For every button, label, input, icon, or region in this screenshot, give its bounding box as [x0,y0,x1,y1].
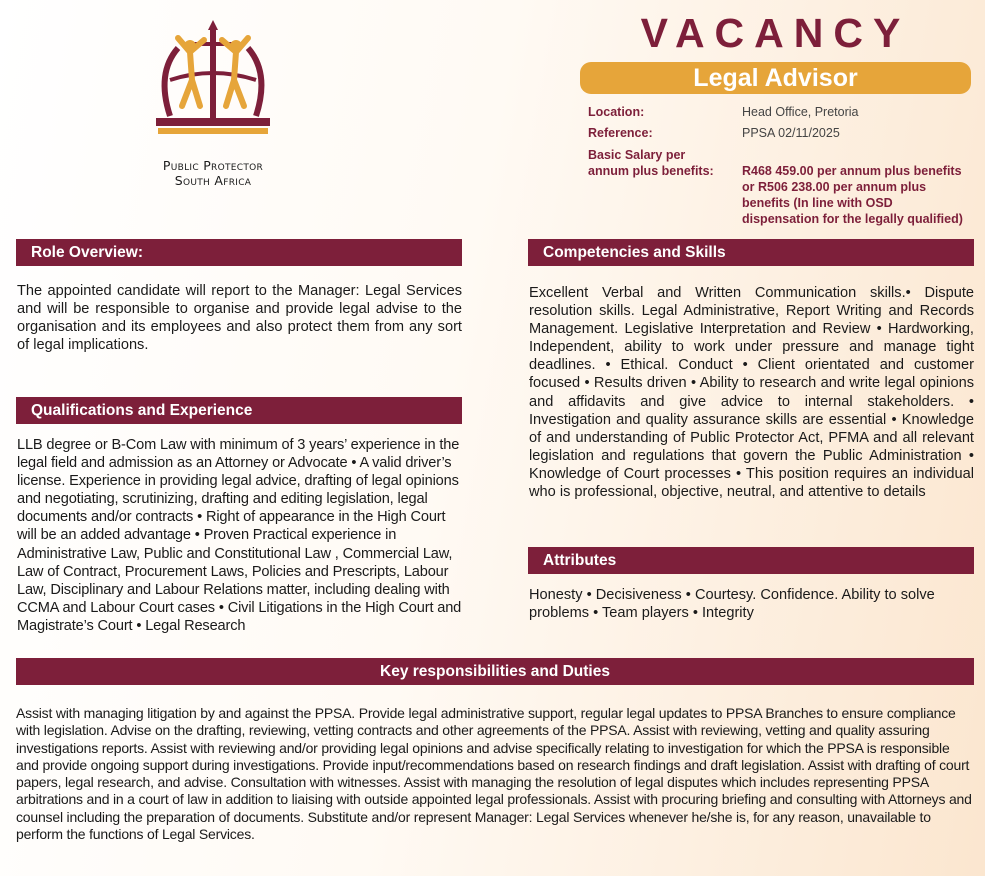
role-overview-heading: Role Overview: [16,239,462,266]
location-label: Location: [588,105,645,119]
responsibilities-heading: Key responsibilities and Duties [16,658,974,685]
attributes-heading: Attributes [528,547,974,574]
scales-of-justice-emblem-icon [148,18,278,140]
role-overview-text: The appointed candidate will report to the Manager: Legal Services and will be responsible to organise and provide legal advise to the organisation and its employees and also protect them from any sort of legal implications. [17,283,462,354]
responsibilities-text: Assist with managing litigation by and against the PPSA. Provide legal administrative support, regular legal updates to PPSA Branches to ensure compliance with legislation. Advise on the drafting, reviewing, vetting contracts and other agreements of the PPSA. Assist with reviewing, vetting and quality assuring investigations reports. Assist with reviewing and/or providing legal opinions and advise specifically relating to investigation for which the PPSA is responsible and provide ongoing support during investigations. Provide input/recommendations based on research findings and draft legislation. Assist with drafting of court papers, legal research, and advise. Consultation with witnesses. Assist with managing the resolution of legal disputes which includes representing PPSA arbitrations and in a court of law in addition to liaising with outside appointed legal professionals. Assist with procuring briefing and consulting with Attorneys and counsel including the preparation of documents. Substitute and/or represent Manager: Legal Services whenever he/she is, for any reason, unavailable to perform the functions of Legal Services. [16,705,972,843]
qualifications-text: LLB degree or B-Com Law with minimum of 3 years’ experience in the legal field and admission as an Attorney or Advocate • A valid driver’s license. Experience in providing legal advice, drafting of legal opinions and negotiating, scrutinizing, drafting and editing legislation, legal documents and/or contracts • Right of appearance in the High Court will be an added advantage • Proven Practical experience in Administrative Law, Public and Constitutional Law , Commercial Law, Law of Contract, Procurement Laws, Policies and Prescripts, Labour Law, Disciplinary and Labour Relations matter, including dealing with CCMA and Labour Court cases • Civil Litigations in the High Court and Magistrate’s Court • Legal Research [17,437,462,634]
position-title-banner: Legal Advisor [580,62,971,94]
reference-label: Reference: [588,126,653,140]
attributes-text: Honesty • Decisiveness • Courtesy. Confidence. Ability to solve problems • Team players • Integrity [529,587,935,622]
salary-value-line2: or R506 238.00 per annum plus [742,180,927,194]
salary-label-line1: Basic Salary per [588,148,686,162]
logo-text-line2: South Africa [174,173,252,188]
logo-text-line1: Public Protector [162,158,264,173]
qualifications-heading: Qualifications and Experience [16,397,462,424]
salary-value-line4: dispensation for the legally qualified) [742,212,963,226]
vacancy-title: VACANCY [640,10,911,56]
public-protector-logo [138,18,288,198]
salary-value-line1: R468 459.00 per annum plus benefits [742,164,962,178]
competencies-heading: Competencies and Skills [528,239,974,266]
location-value: Head Office, Pretoria [742,105,859,119]
reference-value: PPSA 02/11/2025 [742,126,840,140]
competencies-text: Excellent Verbal and Written Communication skills.• Dispute resolution skills. Legal Administrative, Report Writing and Records Management. Legislative Interpretation and Review • Hardworking, Independent, ability to work under pressure and manage tight deadlines. • Ethical. Conduct • Client orientated and customer focused • Results driven • Ability to research and write legal opinions and affidavits and give advice to internal stakeholders. • Investigation and quality assurance skills are essential • Knowledge of and understanding of Public Protector Act, PFMA and all relevant legislation and regulations that govern the Public Administration • Knowledge of Court processes • This position requires an individual who is professional, objective, neutral, and attentive to details [529,285,974,501]
salary-label-line2: annum plus benefits: [588,164,714,178]
salary-value-line3: benefits (In line with OSD [742,196,893,210]
